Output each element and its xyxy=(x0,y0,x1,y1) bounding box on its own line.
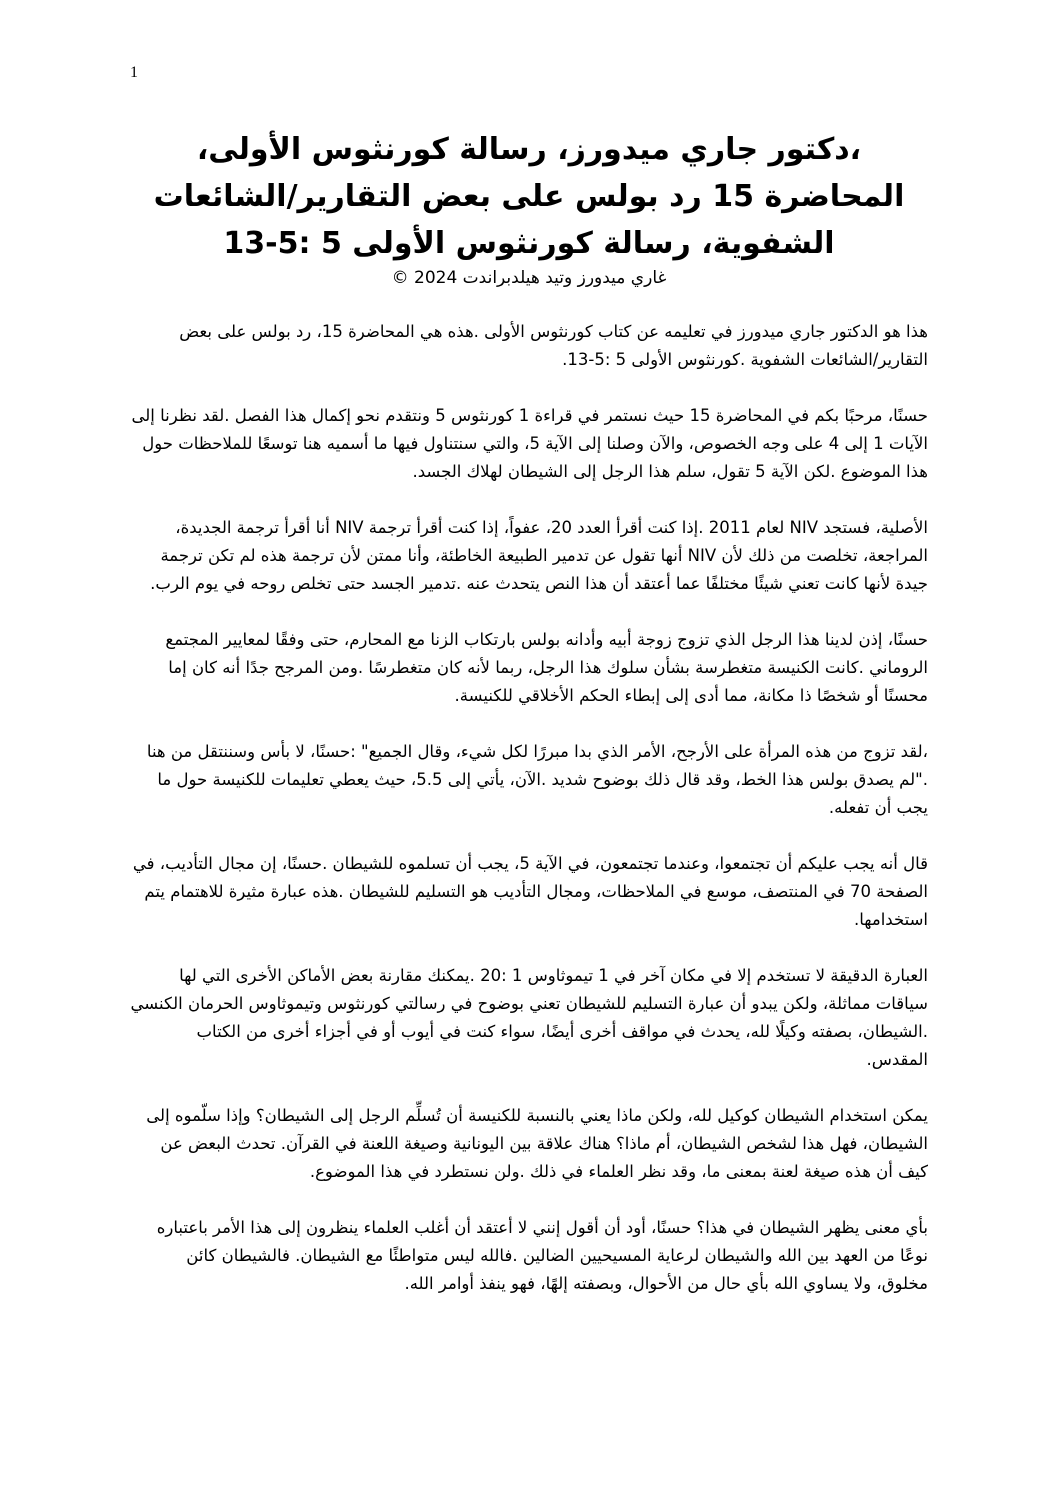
paragraph-9: بأي معنى يظهر الشيطان في هذا؟ حسنًا، أود أن أقول إنني لا أعتقد أن أغلب العلماء ينظرون إلى هذا الأمر باعتباره نوعًا من العهد بين الله والشيطان لرعاية المسيحيين الضالين .فالله ليس متواطئًا مع الشيطان. فالشيطان كائن مخلوق، ولا يساوي الله بأي حال من الأحوال، وبصفته إلهًا، فهو ينفذ أوامر الله. xyxy=(156,1218,928,1293)
paragraph-5: ،لقد تزوج من هذه المرأة على الأرجح، الأمر الذي بدا مبررًا لكل شيء، وقال الجميع" :حسنًا، لا بأس وسننتقل من هنا ."لم يصدق بولس هذا الخط، وقد قال ذلك بوضوح شديد .الآن، يأتي إلى 5.5، حيث يعطي تعليمات للكنيسة حول ما يجب أن تفعله. xyxy=(146,742,928,817)
paragraph-4: حسنًا، إذن لدينا هذا الرجل الذي تزوج زوجة أبيه وأدانه بولس بارتكاب الزنا مع المحارم، حتى وفقًا لمعايير المجتمع الروماني .كانت الكنيسة متغطرسة بشأن سلوك هذا الرجل، ربما لأنه كان متغطرسًا .ومن المرجح جدًا أنه كان إما محسنًا أو شخصًا ذا مكانة، مما أدى إلى إبطاء الحكم الأخلاقي للكنيسة. xyxy=(165,630,928,705)
paragraph-6: قال أنه يجب عليكم أن تجتمعوا، وعندما تجتمعون، في الآية 5، يجب أن تسلموه للشيطان .حسنًا، إن مجال التأديب، في الصفحة 70 في المنتصف، موسع في الملاحظات، ومجال التأديب هو التسليم للشيطان .هذه عبارة مثيرة للاهتمام يتم استخدامها. xyxy=(132,854,928,929)
document-title: ،دكتور جاري ميدورز، رسالة كورنثوس الأولى، المحاضرة 15 رد بولس على بعض التقارير/الشائعات الشفوية، رسالة كورنثوس الأولى 5 :5-13 xyxy=(153,132,905,261)
copyright-line: غاري ميدورز وتيد هيلدبراندت 2024 © xyxy=(391,268,667,288)
paragraph-2: حسنًا، مرحبًا بكم في المحاضرة 15 حيث نستمر في قراءة 1 كورنثوس 5 ونتقدم نحو إكمال هذا الفصل .لقد نظرنا إلى الآيات 1 إلى 4 على وجه الخصوص، والآن وصلنا إلى الآية 5، والتي سنتناول فيها ما أسميه هنا توسعًا للملاحظات حول هذا الموضوع .لكن الآية 5 تقول، سلم هذا الرجل إلى الشيطان لهلاك الجسد. xyxy=(131,406,928,481)
paragraph-1: هذا هو الدكتور جاري ميدورز في تعليمه عن كتاب كورنثوس الأولى .هذه هي المحاضرة 15، رد بولس على بعض التقارير/الشائعات الشفوية .كورنثوس الأولى 5 :5-13. xyxy=(179,322,928,369)
paragraph-7: العبارة الدقيقة لا تستخدم إلا في مكان آخر في 1 تيموثاوس 1 :20 .يمكنك مقارنة بعض الأماكن الأخرى التي لها سياقات مماثلة، ولكن يبدو أن عبارة التسليم للشيطان تعني بوضوح في رسالتي كورنثوس وتيموثاوس الحرمان الكنسي .الشيطان، بصفته وكيلًا لله، يحدث في مواقف أخرى أيضًا، سواء كنت في أيوب أو في أجزاء أخرى من الكتاب المقدس. xyxy=(130,966,928,1069)
page-number: 1 xyxy=(130,64,138,81)
paragraph-8: يمكن استخدام الشيطان كوكيل لله، ولكن ماذا يعني بالنسبة للكنيسة أن تُسلِّم الرجل إلى الشيطان؟ وإذا سلّموه إلى الشيطان، فهل هذا لشخص الشيطان، أم ماذا؟ هناك علاقة بين اليونانية وصيغة اللعنة في القرآن. تحدث البعض عن كيف أن هذه صيغة لعنة بمعنى ما، وقد نظر العلماء في ذلك .ولن نستطرد في هذا الموضوع. xyxy=(146,1106,928,1181)
paragraph-3: الأصلية، فستجد NIV لعام 2011 .إذا كنت أقرأ العدد 20، عفواً، إذا كنت أقرأ ترجمة NIV أنا أقرأ ترجمة الجديدة، المراجعة، تخلصت من ذلك لأن NIV أنها تقول عن تدمير الطبيعة الخاطئة، وأنا ممتن لأن ترجمة هذه لم تكن ترجمة جيدة لأنها كانت تعني شيئًا مختلفًا عما أعتقد أن هذا النص يتحدث عنه .تدمير الجسد حتى تخلص روحه في يوم الرب. xyxy=(150,518,928,593)
document-body xyxy=(130,318,928,1326)
